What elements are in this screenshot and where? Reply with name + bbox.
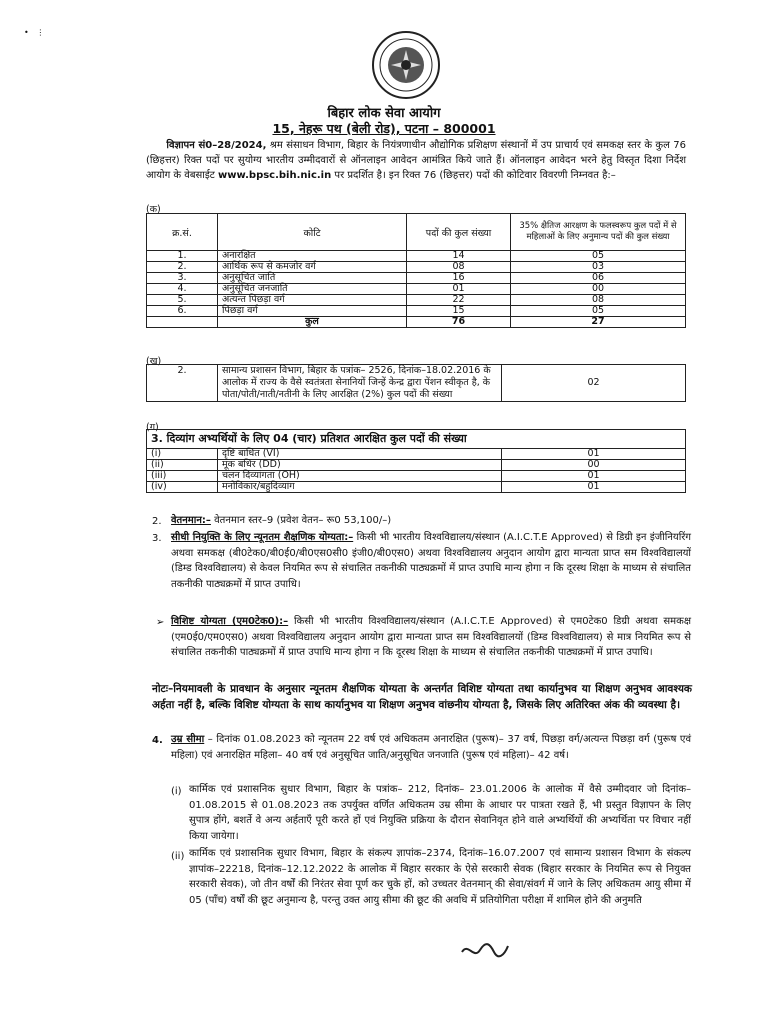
- note: नोटः–नियमावली के प्रावधान के अनुसार न्यूनतम शैक्षणिक योग्यता के अन्तर्गत विशिष्ट योग्यता तथा कार्यानुभव या शिक्षण अनुभव आवश्यक अर्हता नहीं है, बल्कि विशिष्ट योग्यता के साथ कार्यानुभव या शिक्षण अनुभव वांछनीय योग्यता है, जिसके लिए अतिरिक्त अंक की व्यवस्था है।: [152, 683, 692, 711]
- table-row: 6. पिछड़ा वर्ग 15 05: [147, 306, 686, 317]
- age-limit-clause-ii: कार्मिक एवं प्रशासनिक सुधार विभाग, बिहार के संकल्प ज्ञापांक–2374, दिनांक–16.07.2007 एवं सामान्य प्रशासन विभाग के संकल्प ज्ञापांक–22218, दिनांक–12.12.2022 के आलोक में बिहार सरकार के ऐसे सरकारी सेवक (बिहार सरकार के नियमित रूप से नियुक्त सरकारी सेवक), जो तीन वर्षों की निरंतर सेवा पूर्ण कर चुके हों, को उच्चतर वेतनमान् की सेवा/संवर्ग में जाने के लिए अधिकतम आयु सीमा में 05 (पाँच) वर्षों की छूट अनुमान्य है, परन्तु उक्त आयु सीमा की छूट की अवधि में प्रतियोगिता परीक्षा में शामिल होने की अनुमति: [189, 848, 691, 906]
- intro-paragraph: विज्ञापन सं0–28/2024, श्रम संसाधन विभाग, बिहार के नियंत्रणाधीन औद्योगिक प्रशिक्षण संस्थानों में उप प्राचार्य एवं समकक्ष स्तर के कुल 76 (छिहत्तर) रिक्त पदों पर सुयोग्य भारतीय उम्मीदवारों से ऑनलाइन आवेदन आमंत्रित किये जाते हैं। ऑनलाइन आवेदन भरने हेतु विस्तृत दिशा निर्देश आयोग के वेबसाईट www.bpsc.bih.nic.in पर प्रदर्शित है। इन रिक्त 76 (छिहत्तर) पदों की कोटिवार विवरणी निम्नवत है:–: [146, 140, 686, 181]
- signature: [460, 938, 510, 962]
- table-row: (ii) मूक बधिर (DD) 00: [147, 460, 686, 471]
- table-header-row: क्र.सं. कोटि पदों की कुल संख्या 35% क्षैतिज आरक्षण के फलस्वरूप कुल पदों में से महिलाओं के लिए अनुमान्य पदों की कुल संख्या: [147, 214, 686, 251]
- table-row: (i) दृष्टि बाधित (VI) 01: [147, 449, 686, 460]
- age-limit-clause-i: कार्मिक एवं प्रशासनिक सुधार विभाग, बिहार के पत्रांक– 212, दिनांक– 23.01.2006 के आलोक में वैसे उम्मीदवार जो दिनांक– 01.08.2015 से 01.08.2023 तक उपर्युक्त वर्णित अधिकतम उम्र सीमा के आधार पर पात्रता रखते हैं, भी प्रस्तुत विज्ञापन के लिए सुपात्र होंगे, बशर्ते वे अन्य अर्हताएँ पूरी करते हों एवं नियुक्ति प्रक्रिया के दौरान सेवानिवृत होने वाले अभ्यर्थियों की अभ्यर्थिता पर विचार नहीं किया जायेगा।: [189, 784, 691, 842]
- table-total-row: कुल 76 27: [147, 317, 686, 328]
- table-row: 1. अनारक्षित 14 05: [147, 251, 686, 262]
- education-qualification: सीधी नियुक्ति के लिए न्यूनतम शैक्षणिक योग्यता:– किसी भी भारतीय विश्वविद्यालय/संस्थान (A.I.C.T.E Approved) से डिग्री इन इंजीनियरिंग अथवा समकक्ष (बी0टेक0/बी0ई0/बी0एस0सी0 इंजी0/बी0एस0) अथवा विश्वविद्यालय अनुदान आयोग द्वारा मान्यता प्राप्त सम विश्वविद्यालयों (डिम्ड विश्वविद्यालय) से केवल नियमित रूप से संचालित तकनीकी पाठ्यक्रमों में प्राप्त उपाधि मान्य होगा न कि दूरस्थ शिक्षा के माध्यम से संचालित तकनीकी पाठ्यक्रमों में प्राप्त उपाधि।: [171, 532, 692, 590]
- special-qualification: विशिष्ट योग्यता (एम0टेक0):– किसी भी भारतीय विश्वविद्यालय/संस्थान (A.I.C.T.E Approved) से एम0टेक0 डिग्री अथवा समकक्ष (एम0ई0/एम0एस0) अथवा विश्वविद्यालय अनुदान आयोग द्वारा मान्यता प्राप्त सम विश्वविद्यालयों (डिम्ड विश्वविद्यालय) से मात्र नियमित रूप से संचालित तकनीकी पाठ्यक्रमों में प्राप्त उपाधि मान्य होगा न कि दूरस्थ शिक्षा के माध्यम से संचालित तकनीकी पाठ्यक्रमों में प्राप्त उपाधि।: [171, 616, 691, 658]
- table-row: (iii) चलन दिव्यांगता (OH) 01: [147, 471, 686, 482]
- bullet-arrow-icon: ➢: [156, 617, 165, 628]
- table-heading-row: 3. दिव्यांग अभ्यर्थियों के लिए 04 (चार) प्रतिशत आरक्षित कुल पदों की संख्या: [147, 430, 686, 449]
- section-label-ka: (क): [146, 204, 161, 215]
- table-row: (iv) मनोविकार/बहुदिव्यांग 01: [147, 482, 686, 493]
- table-row: 4. अनुसूचित जनजाति 01 00: [147, 284, 686, 295]
- table-row: 3. अनुसूचित जाति 16 06: [147, 273, 686, 284]
- table-row: 5. अत्यन्त पिछड़ा वर्ग 22 08: [147, 295, 686, 306]
- pay-scale: वेतनमान:– वेतनमान स्तर–9 (प्रवेश वेतन– रू0 53,100/–): [171, 515, 392, 526]
- table-row: 2. आर्थिक रूप से कमजोर वर्ग 08 03: [147, 262, 686, 273]
- table-row: 2. सामान्य प्रशासन विभाग, बिहार के पत्रांक– 2526, दिनांक–18.02.2016 के आलोक में राज्य के वैसे स्वतंत्रता सेनानियों जिन्हें केन्द्र द्वारा पेंशन स्वीकृत है, के पोता/पोती/नाती/नतीनी के लिए आरक्षित (2%) कुल पदों की संख्या 02: [147, 365, 686, 402]
- advertisement-number: विज्ञापन सं0–28/2024,: [166, 140, 267, 151]
- section-label-kha: (ख): [146, 356, 162, 367]
- org-address: 15, नेहरू पथ (बेली रोड), पटना – 800001: [272, 121, 496, 136]
- category-vacancy-table: [146, 213, 686, 328]
- divyang-table: [146, 429, 686, 493]
- commission-seal-logo: [371, 30, 441, 100]
- margin-marks: • ⋮: [24, 28, 45, 37]
- section-label-ga: (ग): [146, 422, 159, 433]
- org-name: बिहार लोक सेवा आयोग: [327, 106, 441, 121]
- website-link[interactable]: www.bpsc.bih.nic.in: [218, 170, 332, 181]
- age-limit: उम्र सीमा – दिनांक 01.08.2023 को न्यूनतम 22 वर्ष एवं अधिकतम अनारक्षित (पुरूष)– 37 वर्ष, पिछड़ा वर्ग/अत्यन्त पिछड़ा वर्ग (पुरूष एवं महिला) एवं अनारक्षित महिला– 40 वर्ष एवं अनुसूचित जाति/अनुसूचित जनजाति (पुरूष एवं महिला)– 42 वर्ष।: [171, 734, 691, 761]
- freedom-fighter-table: [146, 364, 686, 402]
